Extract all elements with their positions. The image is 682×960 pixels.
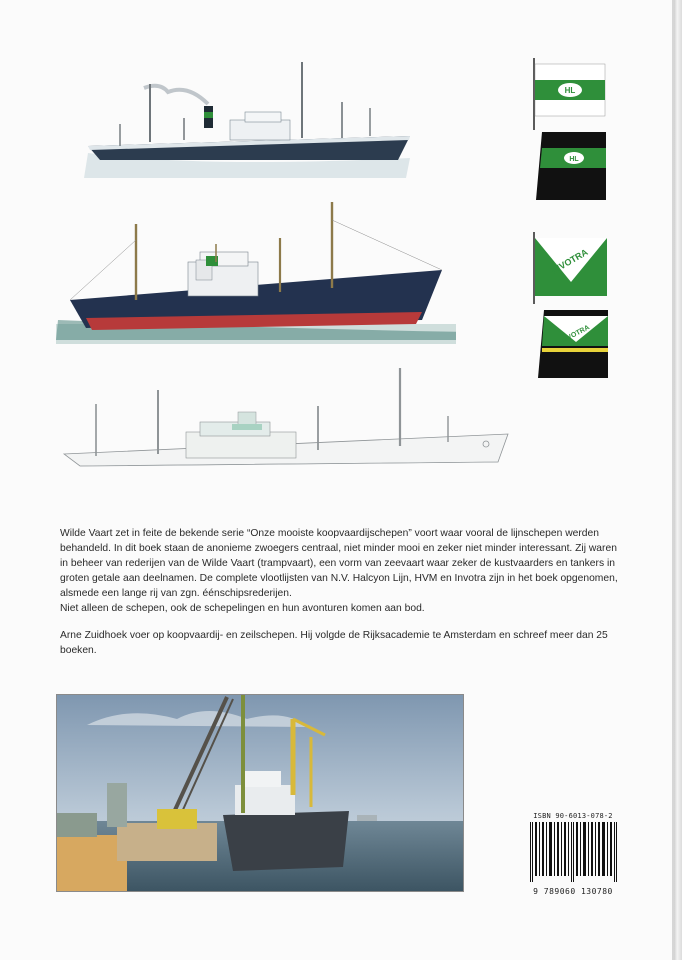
invotra-funnel-text: INVOTRA	[559, 324, 591, 346]
hl-house-flag	[530, 58, 612, 130]
hl-funnel-text: HL	[569, 156, 579, 163]
harbour-photo	[56, 694, 464, 892]
book-edge	[674, 0, 682, 960]
blurb-paragraph-1: Wilde Vaart zet in feite de bekende serie “Onze mooiste koopvaardijschepen” voort waar vooral de lijnschepen werden behandeld. In dit boek staan de anonieme zwoegers centraal, niet minder mooi en zeker niet minder interessant. Zij waren in beheer van rederijen van de Wilde Vaart (trampvaart), een vorm van zeevaart waar zeker de kustvaarders en tankers in groten getale aan deelnamen. De complete vlootlijsten van N.V. Halcyon Lijn, HVM en Invotra zijn in het boek opgenomen, alsmede een lange rij van zgn. éénschipsrederijen.	[60, 528, 618, 599]
invotra-house-flag	[530, 232, 612, 304]
author-bio: Arne Zuidhoek voer op koopvaardij- en zeilschepen. Hij volgde de Rijksacademie te Amsterdam en schreef meer dan 25 boeken.	[60, 630, 608, 656]
barcode-bars	[526, 820, 620, 882]
isbn-label: ISBN 90-6013-078-2	[533, 812, 613, 820]
invotra-funnel-mark	[538, 308, 610, 380]
barcode	[526, 812, 620, 896]
ean-digits: 9 789060 130780	[533, 887, 613, 896]
ship-illustration-1	[80, 58, 420, 178]
blurb-paragraph	[60, 526, 620, 616]
ship-illustration-2	[56, 200, 456, 344]
blurb-paragraph-1b: Niet alleen de schepen, ook de schepelingen en hun avonturen komen aan bod.	[60, 603, 425, 614]
blurb-text	[60, 526, 620, 670]
hl-funnel-mark	[536, 130, 608, 202]
ship-illustration-3	[60, 362, 512, 480]
hl-flag-text: HL	[564, 86, 576, 95]
invotra-flag-text: INVOTRA	[549, 246, 590, 276]
